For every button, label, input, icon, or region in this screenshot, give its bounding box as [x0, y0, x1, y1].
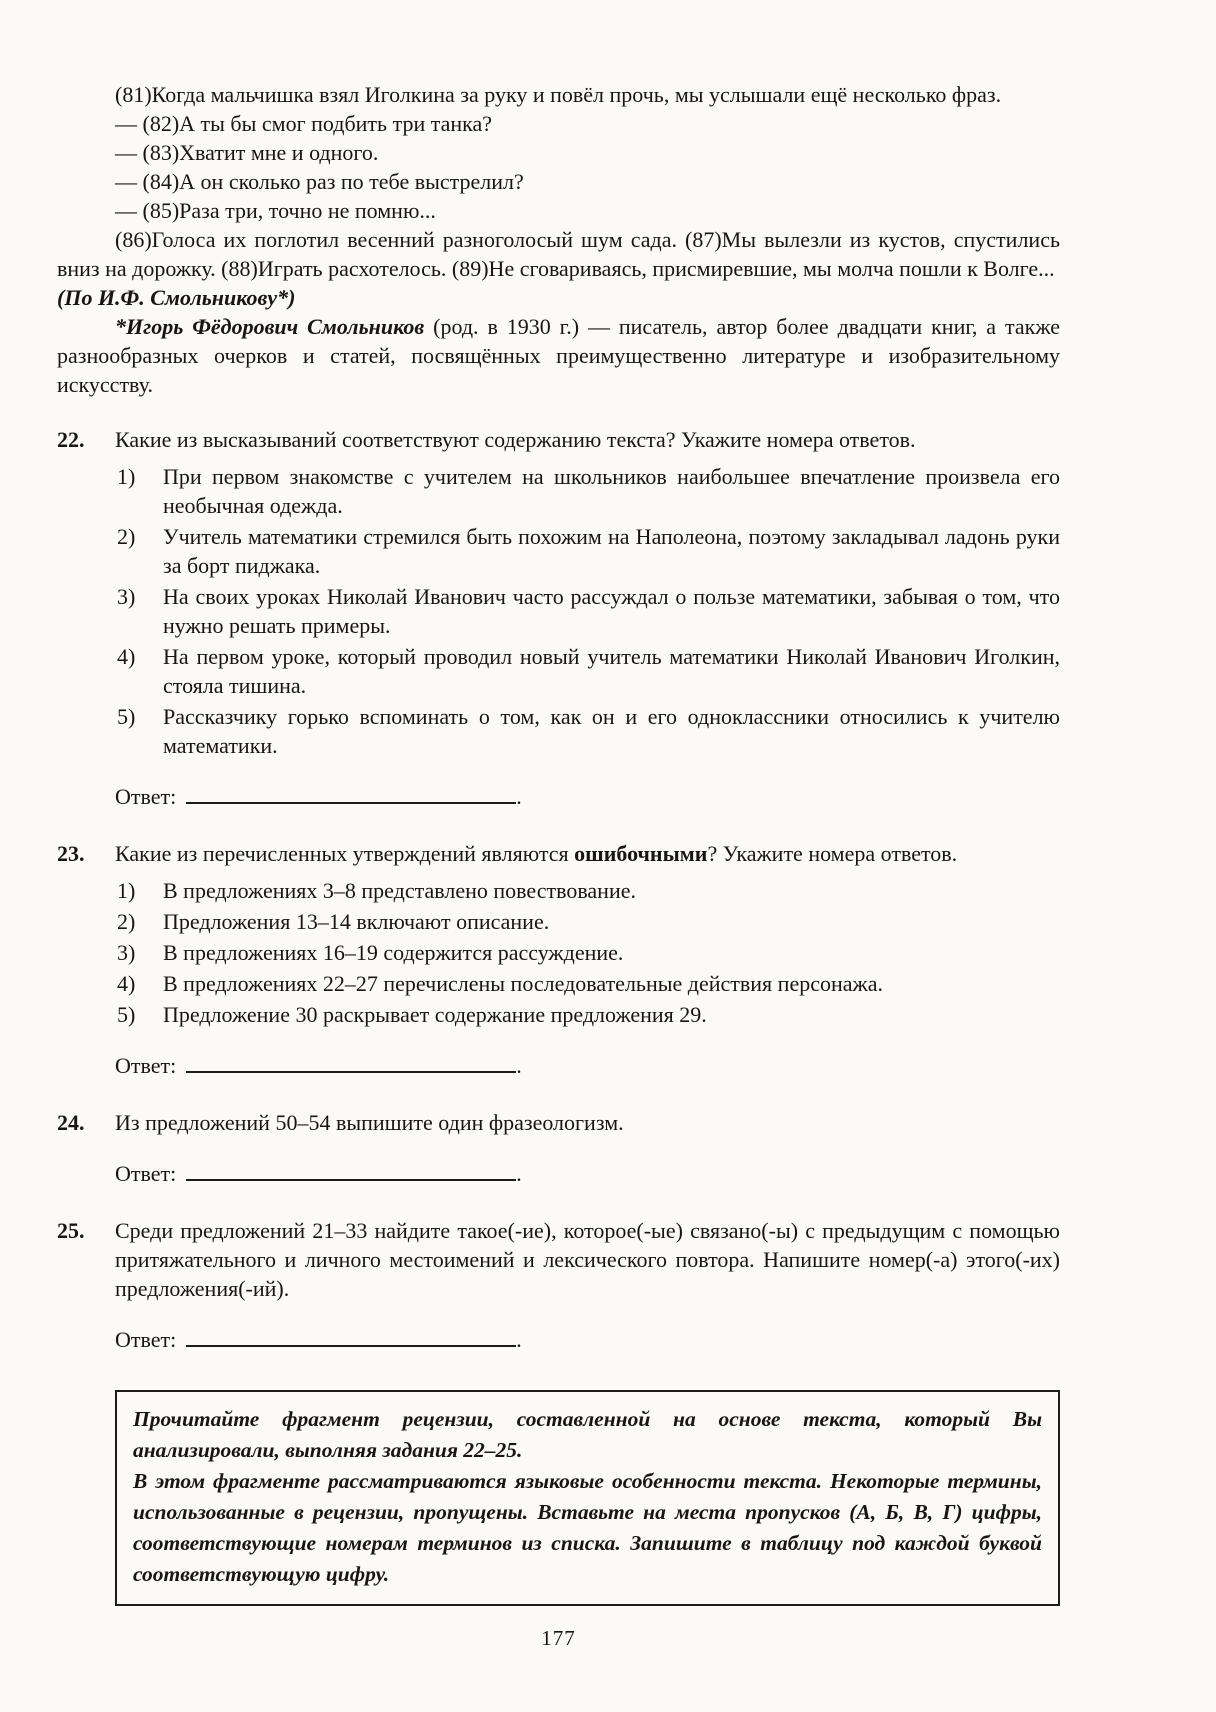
answer-blank [186, 1323, 516, 1347]
answer-line-q25 [115, 1323, 1060, 1354]
answer-label: Ответ: [115, 784, 177, 809]
answer-blank [186, 780, 516, 804]
question-24-number: 24. [57, 1110, 85, 1135]
dialogue-line-84: — (84)А он сколько раз по тебе выстрелил? [115, 169, 524, 194]
passage-block [57, 80, 1060, 399]
answer-period: . [516, 1161, 522, 1186]
option-text: Рассказчику горько вспоминать о том, как он и его одноклассники относились к учителю математики. [163, 704, 1060, 758]
option-row [117, 462, 1060, 520]
answer-label: Ответ: [115, 1053, 177, 1078]
option-number: 2) [117, 909, 136, 934]
prompt-emphasis: ошибочными [574, 841, 708, 866]
option-number: 5) [117, 1002, 136, 1027]
option-number: 3) [117, 940, 136, 965]
prompt-text: ? Укажите номера ответов. [707, 841, 958, 866]
passage-sentences-86-89: (86)Голоса их поглотил весенний разноголосый шум сада. (87)Мы вылезли из кустов, спустились вниз на дорожку. (88)Играть расхотелось. (89)Не сговариваясь, присмиревшие, мы молча пошли к Волге... [57, 227, 1060, 281]
question-23-body [115, 839, 1060, 1082]
answer-blank [186, 1049, 516, 1073]
option-text: В предложениях 16–19 содержится рассуждение. [163, 940, 624, 965]
answer-period: . [516, 784, 522, 809]
option-row [117, 907, 1060, 936]
question-23 [57, 839, 1060, 1082]
option-row [117, 1000, 1060, 1029]
option-number: 3) [117, 584, 136, 609]
question-22-prompt: Какие из высказываний соответствуют содержанию текста? Укажите номера ответов. [115, 427, 916, 452]
author-attribution: (По И.Ф. Смольникову*) [57, 285, 296, 310]
answer-line-q23 [115, 1049, 1060, 1080]
option-text: Учитель математики стремился быть похожим на Наполеона, поэтому закладывал ладонь руки за борт пиджака. [163, 524, 1060, 578]
option-row [117, 702, 1060, 760]
option-row [117, 969, 1060, 998]
answer-period: . [516, 1327, 522, 1352]
option-text: При первом знакомстве с учителем на школьников наибольшее впечатление произвела его необычная одежда. [163, 464, 1060, 518]
prompt-text: Какие из перечисленных утверждений являются [115, 841, 575, 866]
option-text: В предложениях 3–8 представлено повествование. [163, 878, 636, 903]
option-number: 4) [117, 644, 136, 669]
question-25-body [115, 1216, 1060, 1356]
review-instructions-paragraph-2: В этом фрагменте рассматриваются языковые особенности текста. Некоторые термины, использованные в рецензии, пропущены. Вставьте на места пропусков (А, Б, В, Г) цифры, соответствующие номерам терминов из списка. Запишите в таблицу под каждой буквой соответствующую цифру. [133, 1469, 1042, 1586]
option-text: В предложениях 22–27 перечислены последовательные действия персонажа. [163, 971, 883, 996]
dialogue-line-82: — (82)А ты бы смог подбить три танка? [115, 111, 493, 136]
option-number: 2) [117, 524, 136, 549]
option-text: На своих уроках Николай Иванович часто рассуждал о пользе математики, забывая о том, что нужно решать примеры. [163, 584, 1060, 638]
question-23-prompt [115, 839, 1060, 868]
option-row [117, 642, 1060, 700]
answer-label: Ответ: [115, 1161, 177, 1186]
dialogue-line-83: — (83)Хватит мне и одного. [115, 140, 379, 165]
answer-line-q22 [115, 780, 1060, 811]
question-25-number: 25. [57, 1218, 85, 1243]
answer-period: . [516, 1053, 522, 1078]
question-22 [57, 425, 1060, 813]
passage-sentence-81: (81)Когда мальчишка взял Иголкина за руку и повёл прочь, мы услышали ещё несколько фраз. [115, 82, 1002, 107]
question-23-number: 23. [57, 841, 85, 866]
question-23-options [115, 876, 1060, 1029]
option-row [117, 582, 1060, 640]
question-24-prompt: Из предложений 50–54 выпишите один фразеологизм. [115, 1110, 624, 1135]
option-row [117, 938, 1060, 967]
question-22-body [115, 425, 1060, 813]
question-24 [57, 1108, 1060, 1190]
page-number: 177 [541, 1626, 576, 1650]
option-number: 1) [117, 464, 136, 489]
review-instructions-box [115, 1390, 1060, 1606]
option-number: 5) [117, 704, 136, 729]
option-text: На первом уроке, который проводил новый учитель математики Николай Иванович Иголкин, стояла тишина. [163, 644, 1060, 698]
option-text: Предложения 13–14 включают описание. [163, 909, 550, 934]
question-22-options [115, 462, 1060, 760]
question-25-prompt: Среди предложений 21–33 найдите такое(-ие), которое(-ые) связано(-ы) с предыдущим с помощью притяжательного и личного местоимений и лексического повтора. Напишите номер(-а) этого(-их) предложения(-ий). [115, 1218, 1060, 1301]
answer-line-q24 [115, 1157, 1060, 1188]
author-footnote [57, 312, 1060, 399]
question-24-body [115, 1108, 1060, 1190]
answer-label: Ответ: [115, 1327, 177, 1352]
author-footnote-name: *Игорь Фёдорович Смольников [115, 314, 425, 339]
question-25 [57, 1216, 1060, 1356]
option-row [117, 522, 1060, 580]
option-number: 4) [117, 971, 136, 996]
question-22-number: 22. [57, 427, 85, 452]
review-instructions-paragraph-1: Прочитайте фрагмент рецензии, составленной на основе текста, который Вы анализировали, выполняя задания 22–25. [133, 1407, 1042, 1462]
option-text: Предложение 30 раскрывает содержание предложения 29. [163, 1002, 707, 1027]
dialogue-line-85: — (85)Раза три, точно не помню... [115, 198, 436, 223]
option-row [117, 876, 1060, 905]
answer-blank [186, 1157, 516, 1181]
option-number: 1) [117, 878, 136, 903]
author-footnote-text: (род. в 1930 г.) — писатель, автор более двадцати книг, а также разнообразных очерков и статей, посвящённых преимущественно литературе и изобразительному искусству. [57, 314, 1060, 397]
